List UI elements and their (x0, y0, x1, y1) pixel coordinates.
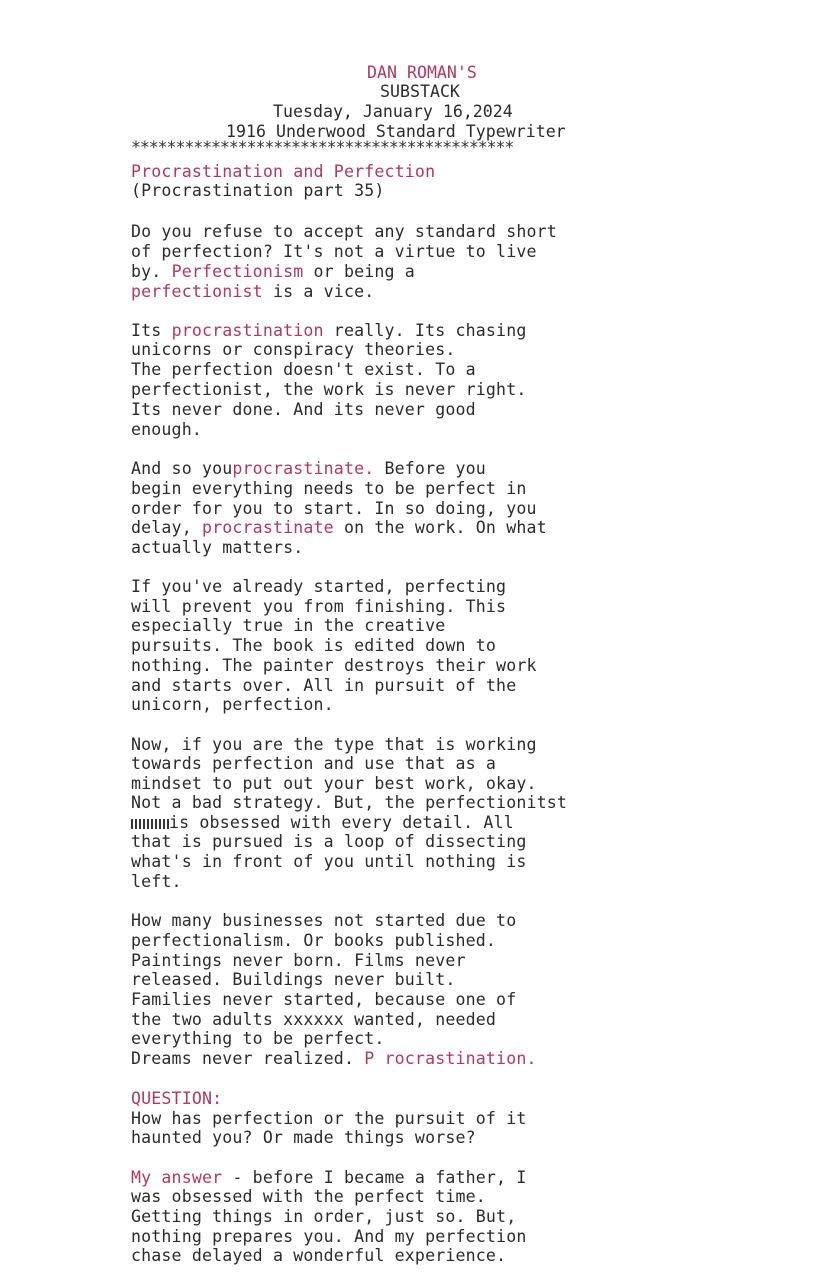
paragraph-1-line: Do you refuse to accept any standard short (131, 222, 557, 241)
question-line: haunted you? Or made things worse? (131, 1128, 476, 1147)
answer-line: nothing prepares you. And my perfection (131, 1227, 527, 1246)
paragraph-6-line: Dreams never realized. P rocrastination. (131, 1049, 537, 1068)
divider-line: ******************************************* (131, 138, 514, 157)
question-line: How has perfection or the pursuit of it (131, 1109, 527, 1128)
paragraph-6-line: the two adults xxxxxx wanted, needed (131, 1010, 497, 1029)
publication-name: SUBSTACK (380, 82, 460, 101)
paragraph-5-line: is obsessed with every detail. All (131, 813, 514, 833)
paragraph-5-line: mindset to put out your best work, okay. (131, 774, 537, 793)
paragraph-3-line: And so youprocrastinate. Before you (131, 459, 486, 478)
answer-line: was obsessed with the perfect time. (131, 1187, 486, 1206)
paragraph-2-line: Its procrastination really. Its chasing (131, 321, 527, 340)
paragraph-6-line: released. Buildings never built. (131, 970, 456, 989)
paragraph-4-line: pursuits. The book is edited down to (131, 636, 497, 655)
paragraph-5-line: that is pursued is a loop of dissecting (131, 832, 527, 851)
post-subtitle: (Procrastination part 35) (131, 181, 385, 200)
paragraph-4-line: will prevent you from finishing. This (131, 597, 507, 616)
strikeover-mark (131, 819, 169, 829)
paragraph-5-line: left. (131, 872, 182, 891)
paragraph-4-line: If you've already started, perfecting (131, 577, 507, 596)
answer-line: chase delayed a wonderful experience. (131, 1246, 507, 1265)
paragraph-1-line: perfectionist is a vice. (131, 282, 375, 301)
post-date: Tuesday, January 16,2024 (273, 102, 513, 121)
post-title: Procrastination and Perfection (131, 162, 436, 181)
paragraph-5-line: towards perfection and use that as a (131, 754, 497, 773)
paragraph-1-line: of perfection? It's not a virtue to live (131, 242, 537, 261)
paragraph-5-line: Not a bad strategy. But, the perfectionitst (131, 793, 568, 812)
paragraph-5-line: what's in front of you until nothing is (131, 852, 527, 871)
paragraph-4-line: nothing. The painter destroys their work (131, 656, 537, 675)
paragraph-6-line: Paintings never born. Films never (131, 951, 466, 970)
answer-line: Getting things in order, just so. But, (131, 1207, 517, 1226)
paragraph-4-line: unicorn, perfection. (131, 695, 334, 714)
question-label: QUESTION: (131, 1089, 223, 1108)
answer-label: My answer (131, 1168, 223, 1187)
paragraph-3-line: actually matters. (131, 538, 304, 557)
paragraph-3-line: order for you to start. In so doing, you (131, 499, 537, 518)
paragraph-1-line: by. Perfectionism or being a (131, 262, 415, 281)
typewriter-model: 1916 Underwood Standard Typewriter (226, 122, 566, 141)
author-name: DAN ROMAN'S (367, 63, 477, 82)
paragraph-3-line: delay, procrastinate on the work. On what (131, 518, 547, 537)
paragraph-6-line: Families never started, because one of (131, 990, 517, 1009)
paragraph-3-line: begin everything needs to be perfect in (131, 479, 527, 498)
paragraph-2-line: Its never done. And its never good (131, 400, 476, 419)
paragraph-5-line: Now, if you are the type that is working (131, 735, 537, 754)
answer-line: My answer - before I became a father, I (131, 1168, 527, 1187)
paragraph-4-line: especially true in the creative (131, 616, 446, 635)
paragraph-2-line: perfectionist, the work is never right. (131, 380, 527, 399)
paragraph-6-line: everything to be perfect. (131, 1029, 385, 1048)
paragraph-2-line: The perfection doesn't exist. To a (131, 360, 476, 379)
paragraph-4-line: and starts over. All in pursuit of the (131, 676, 517, 695)
paragraph-2-line: enough. (131, 420, 202, 439)
paragraph-6-line: How many businesses not started due to (131, 911, 517, 930)
paragraph-6-line: perfectionalism. Or books published. (131, 931, 497, 950)
paragraph-2-line: unicorns or conspiracy theories. (131, 340, 456, 359)
